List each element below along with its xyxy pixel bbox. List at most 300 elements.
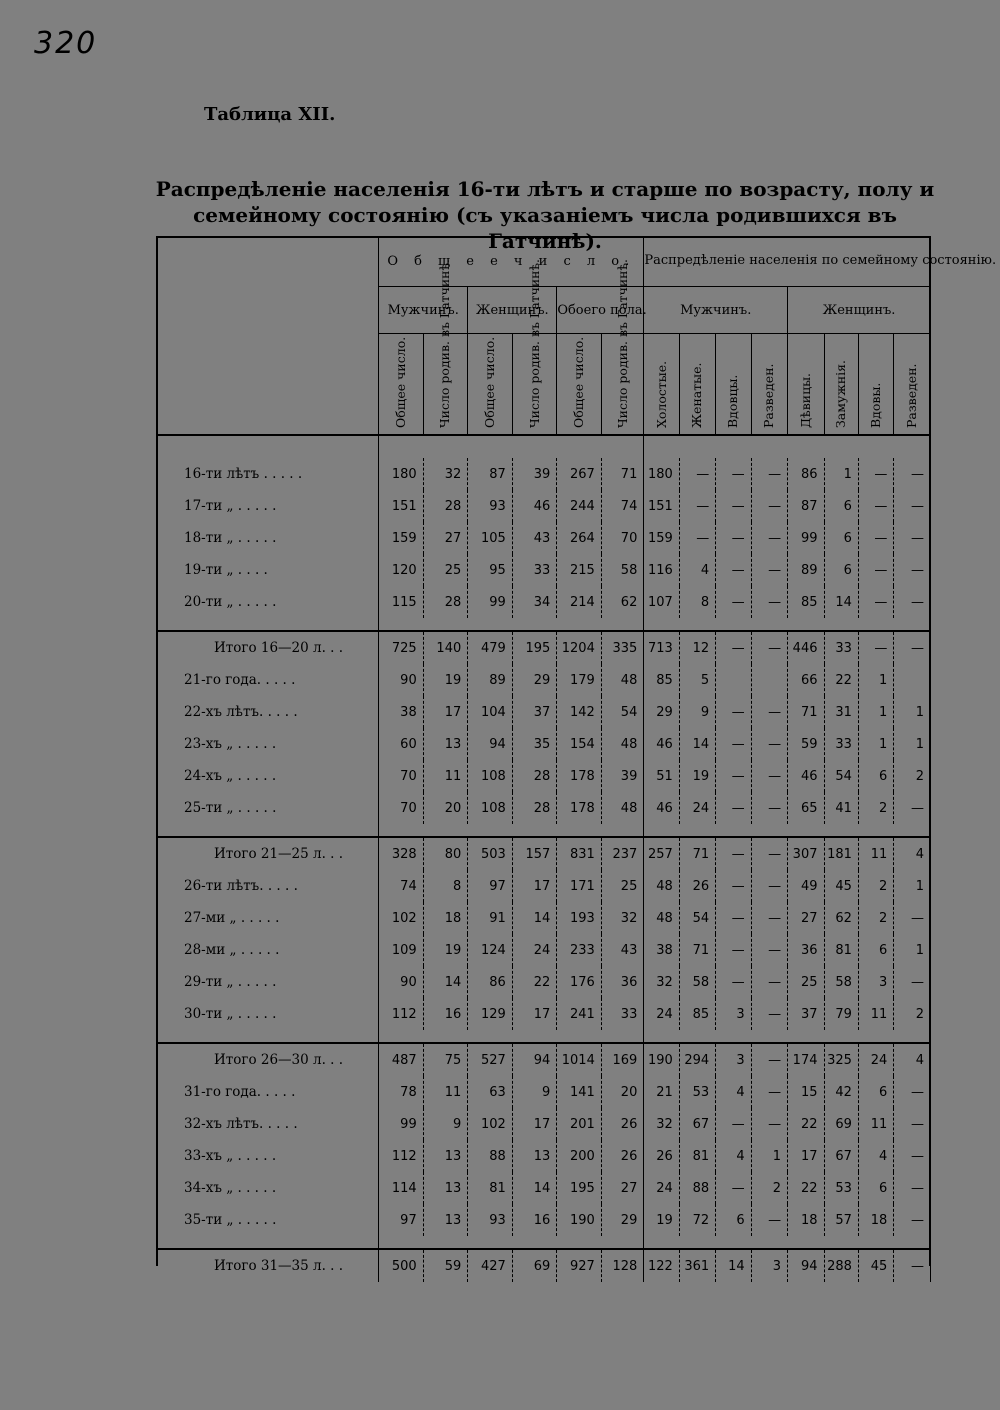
- table-cell: 78: [379, 1076, 424, 1108]
- table-cell: 74: [379, 870, 424, 902]
- table-cell: 20: [423, 792, 468, 824]
- header-group-marital: Распредѣленіе населенія по семейному состоянію.: [644, 236, 931, 287]
- table-row: [156, 1204, 931, 1236]
- spacer-cell: [858, 824, 893, 837]
- table-cell: 59: [788, 728, 824, 760]
- table-cell: 2: [858, 870, 893, 902]
- table-cell: [751, 664, 787, 696]
- row-label: 26-ти лѣтъ. . . . .: [156, 870, 379, 902]
- table-cell: 39: [512, 458, 557, 490]
- table-cell: 33: [824, 728, 858, 760]
- column-header-11: [788, 334, 824, 436]
- spacer-cell: [824, 824, 858, 837]
- column-header-label: Дѣвицы.: [797, 372, 813, 428]
- table-cell: 9: [512, 1076, 557, 1108]
- table-label: Таблица XII.: [204, 104, 336, 125]
- table-cell: 16: [512, 1204, 557, 1236]
- table-cell: 58: [601, 554, 644, 586]
- table-cell: 27: [601, 1172, 644, 1204]
- table-cell: 89: [788, 554, 824, 586]
- spacer-cell: [379, 1030, 424, 1043]
- table-cell: —: [751, 966, 787, 998]
- table-cell: 1: [858, 696, 893, 728]
- spacer-cell: [824, 1030, 858, 1043]
- row-label: 22-хъ лѣтъ. . . . .: [156, 696, 379, 728]
- table-cell: —: [894, 1172, 931, 1204]
- column-header-1: [379, 334, 424, 436]
- table-cell: 17: [512, 870, 557, 902]
- table-cell: —: [894, 631, 931, 664]
- table-cell: 67: [824, 1140, 858, 1172]
- column-header-6: [601, 258, 644, 436]
- table-cell: 6: [824, 522, 858, 554]
- table-cell: —: [716, 934, 751, 966]
- table-cell: 49: [788, 870, 824, 902]
- column-header-14: [894, 334, 931, 436]
- column-header-label: Разведен.: [904, 363, 920, 428]
- table-cell: 527: [468, 1043, 513, 1076]
- spacer-cell: [601, 1030, 644, 1043]
- table-cell: 35: [512, 728, 557, 760]
- table-cell: 29: [601, 1204, 644, 1236]
- table-cell: 141: [557, 1076, 602, 1108]
- table-cell: 66: [788, 664, 824, 696]
- row-label: 23-хъ „ . . . . .: [156, 728, 379, 760]
- table-cell: 195: [557, 1172, 602, 1204]
- spacer-cell: [788, 824, 824, 837]
- row-label: 25-ти „ . . . . .: [156, 792, 379, 824]
- table-cell: —: [894, 1140, 931, 1172]
- table-cell: 4: [679, 554, 715, 586]
- table-spacer: [156, 618, 931, 631]
- column-header-label: Общее число.: [392, 336, 408, 428]
- table-cell: [894, 664, 931, 696]
- spacer-cell: [751, 1236, 787, 1249]
- table-cell: 28: [423, 586, 468, 618]
- table-cell: —: [751, 631, 787, 664]
- table-cell: 6: [858, 760, 893, 792]
- table-row: [156, 664, 931, 696]
- spacer-cell: [468, 1030, 513, 1043]
- table-cell: 446: [788, 631, 824, 664]
- table-cell: 190: [644, 1043, 679, 1076]
- table-cell: 5: [679, 664, 715, 696]
- row-label: Итого 16—20 л. . .: [156, 631, 379, 664]
- table-cell: 13: [423, 1204, 468, 1236]
- table-cell: 67: [679, 1108, 715, 1140]
- column-header-3: [468, 334, 513, 436]
- table-cell: 36: [788, 934, 824, 966]
- table-cell: 2: [858, 902, 893, 934]
- table-cell: 14: [716, 1249, 751, 1282]
- column-header-label: Вдовы.: [868, 382, 884, 428]
- table-cell: 45: [858, 1249, 893, 1282]
- table-cell: 11: [858, 1108, 893, 1140]
- table-cell: 14: [512, 902, 557, 934]
- table-cell: 28: [512, 760, 557, 792]
- table-cell: 45: [824, 870, 858, 902]
- spacer-cell: [894, 1236, 931, 1249]
- column-header-5: [557, 334, 602, 436]
- table-cell: 4: [894, 837, 931, 870]
- table-cell: 87: [788, 490, 824, 522]
- table-cell: 129: [468, 998, 513, 1030]
- spacer-cell: [423, 435, 468, 458]
- header-both-sexes: Обоего пола.: [557, 287, 644, 334]
- table-cell: 4: [894, 1043, 931, 1076]
- table-row: [156, 792, 931, 824]
- table-spacer: [156, 1236, 931, 1249]
- row-label: 28-ми „ . . . . .: [156, 934, 379, 966]
- column-header-label: Женатые.: [689, 362, 705, 428]
- table-cell: 180: [379, 458, 424, 490]
- table-cell: —: [716, 554, 751, 586]
- spacer-cell: [423, 1030, 468, 1043]
- table-cell: 241: [557, 998, 602, 1030]
- table-row: [156, 490, 931, 522]
- table-cell: 36: [601, 966, 644, 998]
- header-men: Мужчинъ.: [379, 287, 468, 334]
- table-cell: 38: [379, 696, 424, 728]
- table-cell: 18: [423, 902, 468, 934]
- table-cell: 46: [788, 760, 824, 792]
- spacer-cell: [894, 618, 931, 631]
- table-cell: 16: [423, 998, 468, 1030]
- table-cell: 11: [423, 760, 468, 792]
- table-cell: 42: [824, 1076, 858, 1108]
- table-cell: 79: [824, 998, 858, 1030]
- table-cell: 9: [679, 696, 715, 728]
- row-label: 17-ти „ . . . . .: [156, 490, 379, 522]
- spacer-cell: [156, 618, 379, 631]
- spacer-cell: [679, 618, 715, 631]
- spacer-cell: [858, 618, 893, 631]
- table-total-row: [156, 1043, 931, 1076]
- table-cell: —: [679, 522, 715, 554]
- spacer-cell: [679, 1030, 715, 1043]
- table-cell: 62: [824, 902, 858, 934]
- table-cell: 176: [557, 966, 602, 998]
- table-cell: 99: [468, 586, 513, 618]
- table-cell: 12: [679, 631, 715, 664]
- table-cell: 34: [512, 586, 557, 618]
- table-cell: 57: [824, 1204, 858, 1236]
- table-cell: 46: [644, 728, 679, 760]
- column-header-label: Замужнія.: [833, 359, 849, 428]
- table-cell: 140: [423, 631, 468, 664]
- table-cell: 114: [379, 1172, 424, 1204]
- spacer-cell: [788, 1236, 824, 1249]
- spacer-cell: [716, 1236, 751, 1249]
- spacer-cell: [512, 435, 557, 458]
- table-cell: 90: [379, 966, 424, 998]
- table-cell: 328: [379, 837, 424, 870]
- table-cell: 13: [423, 1172, 468, 1204]
- row-label: 29-ти „ . . . . .: [156, 966, 379, 998]
- column-header-13: [858, 334, 893, 436]
- spacer-cell: [379, 1236, 424, 1249]
- table-cell: 95: [468, 554, 513, 586]
- table-cell: 26: [644, 1140, 679, 1172]
- table-cell: 48: [601, 792, 644, 824]
- table-cell: 81: [679, 1140, 715, 1172]
- spacer-cell: [644, 1236, 679, 1249]
- row-label: 18-ти „ . . . . .: [156, 522, 379, 554]
- row-label: Итого 31—35 л. . .: [156, 1249, 379, 1282]
- table-cell: 24: [644, 998, 679, 1030]
- table-cell: 181: [824, 837, 858, 870]
- table-cell: 39: [601, 760, 644, 792]
- table-cell: 105: [468, 522, 513, 554]
- table-cell: 107: [644, 586, 679, 618]
- row-label: 21-го года. . . . .: [156, 664, 379, 696]
- table-cell: 27: [423, 522, 468, 554]
- table-cell: 14: [679, 728, 715, 760]
- table-total-row: [156, 837, 931, 870]
- table-cell: 500: [379, 1249, 424, 1282]
- table-cell: —: [894, 1204, 931, 1236]
- table-cell: 174: [788, 1043, 824, 1076]
- header-group-total: О б щ е е ч и с л о.: [379, 236, 644, 287]
- table-cell: 88: [679, 1172, 715, 1204]
- table-cell: 94: [512, 1043, 557, 1076]
- table-cell: 1: [894, 728, 931, 760]
- table-row: [156, 998, 931, 1030]
- table-cell: 3: [716, 998, 751, 1030]
- table-cell: 81: [468, 1172, 513, 1204]
- table-cell: 8: [679, 586, 715, 618]
- spacer-cell: [379, 618, 424, 631]
- table-cell: —: [751, 1204, 787, 1236]
- table-cell: —: [716, 490, 751, 522]
- table-cell: 87: [468, 458, 513, 490]
- spacer-cell: [751, 618, 787, 631]
- table-cell: 71: [679, 934, 715, 966]
- table-cell: 13: [512, 1140, 557, 1172]
- table-cell: —: [716, 1172, 751, 1204]
- table-cell: 11: [858, 837, 893, 870]
- table-cell: 201: [557, 1108, 602, 1140]
- table-cell: 179: [557, 664, 602, 696]
- table-cell: 178: [557, 792, 602, 824]
- table-cell: 33: [824, 631, 858, 664]
- table-cell: 24: [512, 934, 557, 966]
- table-cell: 90: [379, 664, 424, 696]
- column-header-label: Холостые.: [653, 360, 669, 428]
- table-cell: 2: [894, 760, 931, 792]
- table-cell: 65: [788, 792, 824, 824]
- spacer-cell: [716, 435, 751, 458]
- table-cell: 2: [894, 998, 931, 1030]
- table-cell: 69: [824, 1108, 858, 1140]
- spacer-cell: [601, 1236, 644, 1249]
- table-cell: 26: [679, 870, 715, 902]
- table-cell: 54: [679, 902, 715, 934]
- table-cell: 157: [512, 837, 557, 870]
- table-row: [156, 870, 931, 902]
- table-cell: 6: [716, 1204, 751, 1236]
- table-row: [156, 902, 931, 934]
- table-cell: —: [679, 458, 715, 490]
- table-cell: 46: [512, 490, 557, 522]
- table-cell: 487: [379, 1043, 424, 1076]
- table-cell: 1: [824, 458, 858, 490]
- table-cell: 22: [788, 1172, 824, 1204]
- table-cell: —: [716, 966, 751, 998]
- table-cell: 33: [601, 998, 644, 1030]
- table-cell: —: [751, 837, 787, 870]
- row-label: 31-го года. . . . .: [156, 1076, 379, 1108]
- spacer-cell: [858, 1030, 893, 1043]
- table-cell: —: [751, 1043, 787, 1076]
- spacer-cell: [379, 824, 424, 837]
- table-cell: 102: [379, 902, 424, 934]
- table-cell: 1014: [557, 1043, 602, 1076]
- table-cell: 91: [468, 902, 513, 934]
- table-cell: 71: [679, 837, 715, 870]
- table-cell: —: [894, 1076, 931, 1108]
- table-cell: —: [716, 870, 751, 902]
- table-cell: 193: [557, 902, 602, 934]
- table-cell: 190: [557, 1204, 602, 1236]
- table-cell: 93: [468, 1204, 513, 1236]
- column-header-label: Вдовцы.: [725, 374, 741, 428]
- table-cell: 4: [858, 1140, 893, 1172]
- table-cell: 361: [679, 1249, 715, 1282]
- spacer-cell: [423, 1236, 468, 1249]
- spacer-cell: [858, 435, 893, 458]
- table-cell: —: [858, 490, 893, 522]
- table-cell: —: [751, 522, 787, 554]
- table-cell: 1: [894, 934, 931, 966]
- table-cell: 99: [788, 522, 824, 554]
- table-cell: 85: [679, 998, 715, 1030]
- spacer-cell: [512, 1236, 557, 1249]
- spacer-cell: [716, 618, 751, 631]
- table-cell: —: [894, 522, 931, 554]
- spacer-cell: [894, 435, 931, 458]
- table-cell: 94: [468, 728, 513, 760]
- table-cell: 46: [644, 792, 679, 824]
- table-cell: —: [751, 728, 787, 760]
- table-row: [156, 1108, 931, 1140]
- spacer-cell: [557, 1030, 602, 1043]
- row-label: 34-хъ „ . . . . .: [156, 1172, 379, 1204]
- table-cell: 14: [824, 586, 858, 618]
- spacer-cell: [788, 1030, 824, 1043]
- table-cell: 178: [557, 760, 602, 792]
- table-cell: —: [716, 728, 751, 760]
- spacer-cell: [601, 618, 644, 631]
- table-cell: 37: [512, 696, 557, 728]
- table-cell: 108: [468, 792, 513, 824]
- table-cell: 15: [788, 1076, 824, 1108]
- table-cell: —: [751, 998, 787, 1030]
- header-corner: [156, 236, 379, 435]
- row-label: Итого 21—25 л. . .: [156, 837, 379, 870]
- spacer-cell: [894, 824, 931, 837]
- table-cell: 159: [379, 522, 424, 554]
- column-header-8: [679, 334, 715, 436]
- table-cell: 725: [379, 631, 424, 664]
- table-cell: 831: [557, 837, 602, 870]
- table-cell: 17: [512, 998, 557, 1030]
- table-cell: 1: [858, 728, 893, 760]
- spacer-cell: [824, 435, 858, 458]
- table-cell: 2: [751, 1172, 787, 1204]
- spacer-cell: [824, 1236, 858, 1249]
- table-cell: 70: [601, 522, 644, 554]
- spacer-cell: [644, 435, 679, 458]
- table-cell: 94: [788, 1249, 824, 1282]
- table-cell: 154: [557, 728, 602, 760]
- table-cell: 59: [423, 1249, 468, 1282]
- table-cell: —: [858, 631, 893, 664]
- table-cell: 151: [644, 490, 679, 522]
- table-cell: 128: [601, 1249, 644, 1282]
- table-cell: —: [751, 1076, 787, 1108]
- table-cell: 71: [788, 696, 824, 728]
- spacer-cell: [468, 435, 513, 458]
- table-cell: 33: [512, 554, 557, 586]
- table-cell: 713: [644, 631, 679, 664]
- spacer-cell: [379, 435, 424, 458]
- table-cell: 29: [644, 696, 679, 728]
- table-cell: —: [894, 902, 931, 934]
- table-cell: 288: [824, 1249, 858, 1282]
- table-cell: 11: [423, 1076, 468, 1108]
- table-cell: —: [894, 458, 931, 490]
- table-cell: 3: [716, 1043, 751, 1076]
- table-cell: 22: [512, 966, 557, 998]
- table-cell: —: [751, 760, 787, 792]
- table-cell: —: [894, 490, 931, 522]
- column-header-label: Число родив. въ Гатчинѣ.: [526, 258, 542, 428]
- table-cell: 28: [512, 792, 557, 824]
- table-total-row: [156, 631, 931, 664]
- table-cell: 124: [468, 934, 513, 966]
- spacer-cell: [788, 618, 824, 631]
- table-spacer: [156, 1030, 931, 1043]
- column-header-label: Общее число.: [482, 336, 498, 428]
- table-cell: 19: [644, 1204, 679, 1236]
- spacer-cell: [156, 824, 379, 837]
- table-cell: —: [894, 966, 931, 998]
- table-cell: 159: [644, 522, 679, 554]
- table-cell: 24: [644, 1172, 679, 1204]
- table-cell: 1: [894, 696, 931, 728]
- table-cell: 6: [824, 490, 858, 522]
- table-cell: —: [751, 1108, 787, 1140]
- table-cell: —: [894, 792, 931, 824]
- table-row: [156, 1076, 931, 1108]
- table-cell: 62: [601, 586, 644, 618]
- table-cell: 70: [379, 760, 424, 792]
- table-cell: 32: [423, 458, 468, 490]
- table-cell: 325: [824, 1043, 858, 1076]
- spacer-cell: [512, 618, 557, 631]
- table-cell: 86: [788, 458, 824, 490]
- spacer-cell: [679, 824, 715, 837]
- table-cell: 116: [644, 554, 679, 586]
- table-cell: 53: [824, 1172, 858, 1204]
- table-cell: 54: [601, 696, 644, 728]
- table-cell: 169: [601, 1043, 644, 1076]
- table-cell: 200: [557, 1140, 602, 1172]
- row-label: 30-ти „ . . . . .: [156, 998, 379, 1030]
- table-cell: 69: [512, 1249, 557, 1282]
- table-cell: 1: [894, 870, 931, 902]
